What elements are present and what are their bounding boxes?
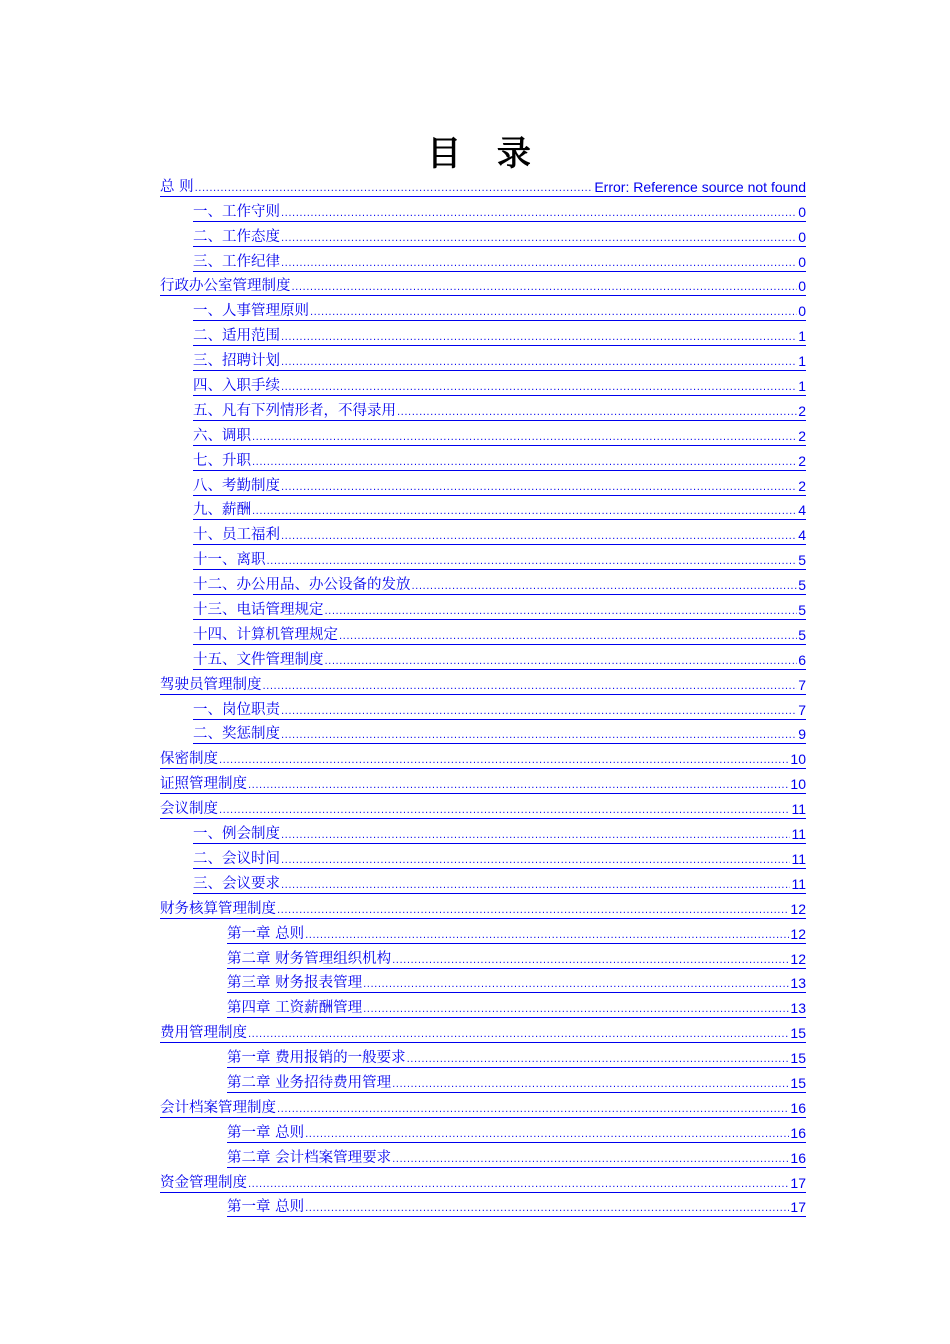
toc-entry: [193, 844, 806, 869]
toc-dot-leader: [252, 431, 797, 445]
toc-page-number: 7: [798, 701, 806, 718]
toc-entry: [227, 919, 806, 944]
toc-dot-leader: [281, 829, 790, 843]
toc-page-number: 0: [798, 253, 806, 270]
toc-entry: [193, 695, 806, 720]
toc-entry-title: 会议制度: [160, 801, 218, 818]
toc-entry-link[interactable]: [193, 252, 806, 272]
toc-entry-title: 一、人事管理原则: [193, 303, 309, 320]
toc-entry-title: 第一章 费用报销的一般要求: [227, 1050, 406, 1067]
toc-dot-leader: [281, 705, 797, 719]
toc-entry-link[interactable]: [160, 799, 806, 819]
toc-entry-title: 第二章 业务招待费用管理: [227, 1074, 392, 1091]
toc-entry-link[interactable]: [193, 202, 806, 222]
toc-dot-leader: [248, 779, 789, 793]
toc-page-number: 9: [798, 726, 806, 743]
toc-entry-link[interactable]: [227, 924, 806, 944]
toc-entry: [227, 1193, 806, 1218]
toc-entry-title: 二、会议时间: [193, 850, 280, 867]
toc-entry-title: 三、工作纪律: [193, 253, 280, 270]
toc-entry-title: 五、凡有下列情形者，不得录用: [193, 402, 396, 419]
toc-dot-leader: [252, 505, 797, 519]
toc-entry-link[interactable]: [193, 426, 806, 446]
toc-entry-link[interactable]: [193, 451, 806, 471]
toc-entry: [160, 894, 806, 919]
toc-entry: [160, 769, 806, 794]
toc-page-number: 16: [790, 1124, 806, 1141]
toc-entry-title: 行政办公室管理制度: [160, 278, 291, 295]
toc-entry-link[interactable]: [193, 874, 806, 894]
toc-dot-leader: [281, 356, 797, 370]
toc-page-number: 12: [790, 925, 806, 942]
toc-page-number: 5: [798, 552, 806, 569]
toc-page-number: 15: [790, 1050, 806, 1067]
toc-page-number: 11: [791, 801, 806, 818]
toc-entry: [193, 545, 806, 570]
toc-page-number: 12: [790, 900, 806, 917]
toc-entry-title: 费用管理制度: [160, 1025, 247, 1042]
toc-page-number: Error: Reference source not found: [594, 178, 806, 195]
toc-entry-link[interactable]: [193, 525, 806, 545]
toc-entry-link[interactable]: [193, 401, 806, 421]
toc-dot-leader: [281, 879, 790, 893]
toc-entry: [227, 944, 806, 969]
toc-entry-title: 十五、文件管理制度: [193, 651, 324, 668]
toc-entry-link[interactable]: [193, 500, 806, 520]
toc-entry-link[interactable]: [227, 1148, 806, 1168]
toc-entry-title: 二、奖惩制度: [193, 726, 280, 743]
toc-dot-leader: [325, 655, 798, 669]
toc-entry-link[interactable]: [160, 276, 806, 296]
toc-entry-link[interactable]: [193, 376, 806, 396]
toc-entry: [193, 321, 806, 346]
toc-page-number: 6: [798, 651, 806, 668]
toc-dot-leader: [267, 555, 798, 569]
toc-entry: [193, 396, 806, 421]
toc-dot-leader: [281, 381, 797, 395]
table-of-contents: [0, 172, 950, 1217]
toc-page-number: 7: [798, 676, 806, 693]
toc-entry: [160, 1018, 806, 1043]
toc-page-number: 1: [798, 353, 806, 370]
toc-entry: [193, 421, 806, 446]
toc-entry: [193, 496, 806, 521]
toc-dot-leader: [305, 1202, 789, 1216]
toc-page-number: 11: [791, 826, 806, 843]
toc-entry-link[interactable]: [193, 351, 806, 371]
toc-entry-link[interactable]: [160, 899, 806, 919]
toc-entry-link[interactable]: [193, 650, 806, 670]
toc-entry-link[interactable]: [160, 749, 806, 769]
toc-entry: [193, 720, 806, 745]
toc-entry-title: 保密制度: [160, 751, 218, 768]
toc-entry-link[interactable]: [160, 1098, 806, 1118]
toc-entry: [193, 819, 806, 844]
toc-entry: [160, 272, 806, 297]
toc-entry: [160, 172, 806, 197]
toc-entry-title: 第二章 会计档案管理要求: [227, 1149, 392, 1166]
toc-entry-title: 一、例会制度: [193, 826, 280, 843]
toc-entry: [193, 570, 806, 595]
toc-entry: [193, 247, 806, 272]
toc-dot-leader: [412, 580, 798, 594]
toc-entry-title: 一、工作守则: [193, 203, 280, 220]
toc-dot-leader: [281, 481, 797, 495]
toc-dot-leader: [281, 331, 797, 345]
toc-page-number: 2: [798, 402, 806, 419]
toc-dot-leader: [305, 1128, 789, 1142]
toc-entry-title: 十四、计算机管理规定: [193, 626, 338, 643]
toc-dot-leader: [363, 1003, 789, 1017]
toc-entry-title: 七、升职: [193, 452, 251, 469]
toc-entry: [227, 993, 806, 1018]
toc-dot-leader: [263, 680, 798, 694]
toc-page-number: 5: [798, 577, 806, 594]
toc-entry-link[interactable]: [193, 625, 806, 645]
toc-entry-link[interactable]: [160, 675, 806, 695]
toc-entry-title: 总 则: [160, 178, 194, 195]
toc-entry-title: 第一章 总则: [227, 1124, 305, 1141]
toc-entry: [160, 794, 806, 819]
toc-entry-title: 第二章 财务管理组织机构: [227, 950, 392, 967]
toc-entry-title: 四、入职手续: [193, 378, 280, 395]
toc-entry-title: 资金管理制度: [160, 1174, 247, 1191]
toc-entry: [193, 197, 806, 222]
toc-entry-title: 二、工作态度: [193, 228, 280, 245]
toc-dot-leader: [219, 804, 790, 818]
toc-entry-title: 第一章 总则: [227, 925, 305, 942]
toc-page-number: 11: [791, 875, 806, 892]
toc-dot-leader: [281, 207, 797, 221]
toc-entry: [160, 670, 806, 695]
toc-entry: [193, 346, 806, 371]
toc-entry: [193, 520, 806, 545]
toc-entry: [160, 1093, 806, 1118]
toc-page-number: 17: [790, 1199, 806, 1216]
toc-entry-link[interactable]: [193, 824, 806, 844]
toc-entry-title: 十、员工福利: [193, 527, 280, 544]
toc-dot-leader: [292, 281, 798, 295]
toc-page-number: 17: [790, 1174, 806, 1191]
toc-page-number: 15: [790, 1025, 806, 1042]
toc-dot-leader: [219, 754, 789, 768]
toc-entry-title: 八、考勤制度: [193, 477, 280, 494]
toc-entry-link[interactable]: [193, 301, 806, 321]
toc-entry: [193, 869, 806, 894]
toc-dot-leader: [407, 1053, 790, 1067]
toc-entry-title: 二、适用范围: [193, 328, 280, 345]
toc-page-number: 13: [790, 975, 806, 992]
toc-entry-link[interactable]: [193, 600, 806, 620]
toc-dot-leader: [281, 729, 797, 743]
toc-entry-link[interactable]: [193, 326, 806, 346]
toc-dot-leader: [281, 854, 790, 868]
toc-title: 目 录: [427, 134, 543, 174]
toc-entry-link[interactable]: [227, 1048, 806, 1068]
toc-page-number: 1: [798, 378, 806, 395]
toc-entry-link[interactable]: [227, 998, 806, 1018]
toc-entry-link[interactable]: [227, 973, 806, 993]
toc-dot-leader: [195, 182, 594, 196]
toc-page-number: 0: [798, 228, 806, 245]
toc-entry-link[interactable]: [193, 575, 806, 595]
toc-dot-leader: [339, 630, 797, 644]
toc-entry-link[interactable]: [193, 700, 806, 720]
toc-entry: [160, 1168, 806, 1193]
toc-dot-leader: [397, 406, 797, 420]
toc-page-number: 1: [798, 328, 806, 345]
toc-entry-link[interactable]: [227, 949, 806, 969]
toc-dot-leader: [305, 929, 789, 943]
toc-page-number: 11: [791, 850, 806, 867]
toc-entry: [160, 744, 806, 769]
toc-entry-title: 六、调职: [193, 427, 251, 444]
toc-page-number: 4: [798, 502, 806, 519]
toc-entry-link[interactable]: [160, 1173, 806, 1193]
toc-entry-link[interactable]: [160, 177, 806, 197]
toc-page-number: 2: [798, 452, 806, 469]
toc-page-number: 10: [790, 751, 806, 768]
toc-entry: [193, 446, 806, 471]
toc-page-number: 2: [798, 477, 806, 494]
toc-entry: [193, 595, 806, 620]
toc-entry-link[interactable]: [193, 849, 806, 869]
toc-dot-leader: [281, 232, 797, 246]
toc-page-number: 5: [798, 602, 806, 619]
toc-entry: [227, 1143, 806, 1168]
toc-entry: [193, 620, 806, 645]
toc-page-number: 5: [798, 626, 806, 643]
toc-page-number: 0: [798, 278, 806, 295]
toc-page-number: 4: [798, 527, 806, 544]
toc-page-number: 0: [798, 303, 806, 320]
toc-entry-title: 驾驶员管理制度: [160, 676, 262, 693]
toc-entry: [193, 371, 806, 396]
toc-dot-leader: [325, 605, 798, 619]
toc-entry-link[interactable]: [227, 1123, 806, 1143]
toc-entry-link[interactable]: [193, 724, 806, 744]
toc-dot-leader: [310, 306, 797, 320]
toc-dot-leader: [392, 1078, 789, 1092]
toc-dot-leader: [248, 1028, 789, 1042]
toc-entry-title: 九、薪酬: [193, 502, 251, 519]
toc-entry-link[interactable]: [227, 1197, 806, 1217]
toc-entry: [227, 1043, 806, 1068]
toc-entry-link[interactable]: [193, 550, 806, 570]
toc-entry: [227, 969, 806, 994]
toc-entry-title: 财务核算管理制度: [160, 900, 276, 917]
toc-entry: [227, 1068, 806, 1093]
toc-dot-leader: [281, 257, 797, 271]
toc-entry: [193, 222, 806, 247]
toc-dot-leader: [277, 904, 789, 918]
toc-entry-title: 三、会议要求: [193, 875, 280, 892]
toc-entry-title: 证照管理制度: [160, 776, 247, 793]
toc-page-number: 16: [790, 1149, 806, 1166]
toc-entry-link[interactable]: [160, 774, 806, 794]
toc-page-number: 13: [790, 1000, 806, 1017]
toc-dot-leader: [392, 1153, 789, 1167]
toc-entry-title: 十三、电话管理规定: [193, 602, 324, 619]
toc-entry-title: 会计档案管理制度: [160, 1099, 276, 1116]
toc-entry-link[interactable]: [193, 476, 806, 496]
toc-entry: [227, 1118, 806, 1143]
toc-entry-link[interactable]: [193, 227, 806, 247]
toc-entry-title: 第一章 总则: [227, 1199, 305, 1216]
toc-entry-title: 第三章 财务报表管理: [227, 975, 363, 992]
toc-entry: [193, 471, 806, 496]
toc-dot-leader: [363, 978, 789, 992]
toc-page-number: 15: [790, 1074, 806, 1091]
toc-page-number: 0: [798, 203, 806, 220]
toc-entry-title: 十一、离职: [193, 552, 266, 569]
toc-dot-leader: [392, 954, 789, 968]
toc-page-number: 12: [790, 950, 806, 967]
toc-entry-title: 第四章 工资薪酬管理: [227, 1000, 363, 1017]
toc-entry: [193, 296, 806, 321]
toc-dot-leader: [248, 1178, 789, 1192]
toc-entry-title: 三、招聘计划: [193, 353, 280, 370]
toc-entry-link[interactable]: [160, 1023, 806, 1043]
toc-entry-link[interactable]: [227, 1073, 806, 1093]
toc-dot-leader: [281, 530, 797, 544]
toc-page-number: 2: [798, 427, 806, 444]
toc-dot-leader: [277, 1103, 789, 1117]
toc-entry: [193, 645, 806, 670]
toc-entry-title: 一、岗位职责: [193, 701, 280, 718]
toc-page-number: 10: [790, 776, 806, 793]
toc-entry-title: 十二、办公用品、办公设备的发放: [193, 577, 411, 594]
toc-page-number: 16: [790, 1099, 806, 1116]
toc-dot-leader: [252, 456, 797, 470]
